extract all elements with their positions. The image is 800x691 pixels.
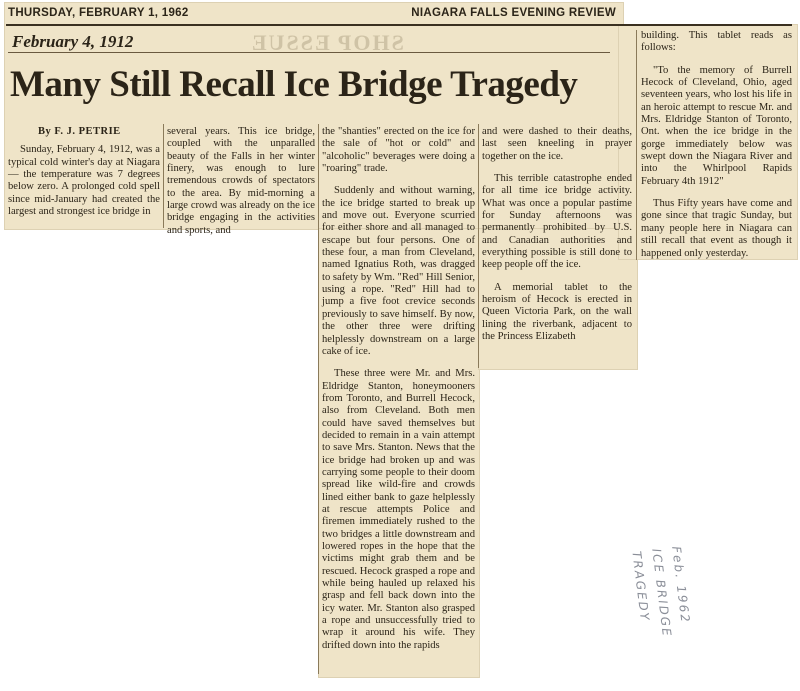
column-rule [163,124,164,228]
issue-date: THURSDAY, FEBRUARY 1, 1962 [8,7,189,19]
note-line: Feb. 1962 [669,545,693,625]
paragraph: Sunday, February 4, 1912, was a typical cold winter's day at Niagara — the temperature was 7 degrees below zero. A prolonged cold spell since mid-January had created the largest and strongest ice bridge in [8,144,160,218]
article-column-2 [167,126,315,237]
paragraph: the "shanties" erected on the ice for the sale of "hot or cold" and "alcoholic" beverages were doing a "roaring" trade. [322,126,475,175]
paragraph: and were dashed to their deaths, last seen kneeling in prayer together on the ice. [482,126,632,162]
headline-rule [8,52,610,53]
paragraph: several years. This ice bridge, coupled with the unparalled beauty of the Falls in her winter finery, was enough to lure tremendous crowds of spectators to the area. By mid-morning a large crowd was already on the ice bridge engaging in the activities and sports, and [167,126,315,236]
article-byline: By F. J. PETRIE [38,126,121,137]
article-column-3 [322,126,475,652]
note-line: TRAGEDY [629,550,653,623]
paragraph: building. This tablet reads as follows: [641,30,792,54]
column-rule [478,124,479,368]
newspaper-name: NIAGARA FALLS EVENING REVIEW [411,7,616,19]
article-column-5 [641,30,792,260]
article-column-4 [482,126,632,344]
paragraph: Suddenly and without warning, the ice bridge started to break up and move out. Everyone scurried for either shore and all managed to escape but four persons. One of these four, a man from Cleveland, named Ignatius Roth, was dragged to safety by Wm. "Red" Hill Senior, using a rope. "Red" Hill had to jump a five foot crevice seconds previously to save himself. By now, the other three were drifting helplessly downstream on a large cake of ice. [322,185,475,357]
paragraph: Thus Fifty years have come and gone since that tragic Sunday, but many people here in Niagara can still recall that event as though it happened only yesterday. [641,198,792,259]
article-dateline: February 4, 1912 [12,32,134,51]
page-header [6,4,792,26]
column-rule [318,124,319,674]
article-headline: Many Still Recall Ice Bridge Tragedy [10,64,578,105]
column-rule [636,30,637,260]
note-line: ICE BRIDGE [649,547,675,639]
article-column-1 [8,126,160,218]
paragraph: A memorial tablet to the heroism of Hecock is erected in Queen Victoria Park, on the wall lining the riverbank, adjacent to the Princess Elizabeth [482,281,632,343]
paragraph: This terrible catastrophe ended for all time ice bridge activity. What was once a popular pastime for Sunday afternoons was permanently prohibited by U.S. and Canadian authorities and everything possible is still done to keep people off the ice. [482,173,632,271]
paragraph: These three were Mr. and Mrs. Eldridge Stanton, honeymooners from Toronto, and Burrell Hecock, also from Cleveland. Both men could have saved themselves but decided to remain in a vain attempt to save Mrs. Stanton. News that the ice bridge had broken up and was carrying some people to their doom spread like wild-fire and crowds lined either bank to gaze helplessly at rescue attempts Police and firemen immediately rushed to the two bridges a little downstream and lowered ropes in the hope that the victims might grab them and be rescued. Hecock grasped a rope and while being hauled up relaxed his grasp and fell back down into the icy water. Mr. Stanton also grasped a rope and unsuccessfully tried to wrap it around his wife. They drifted down into the rapids [322,368,475,651]
handwritten-note [626,545,703,691]
memorial-inscription: "To the memory of Burrell Hecock of Cleveland, Ohio, aged seventeen years, who lost his life in an heroic attempt to rescue Mr. and Mrs. Eldridge Stanton of Toronto, Ont. when the ice bridge in the gorge immediately below was swept down the Niagara River and into the Whirlpool Rapids February 4th 1912" [641,64,792,187]
bleed-through-text: SHOP ESSUE [250,30,404,55]
